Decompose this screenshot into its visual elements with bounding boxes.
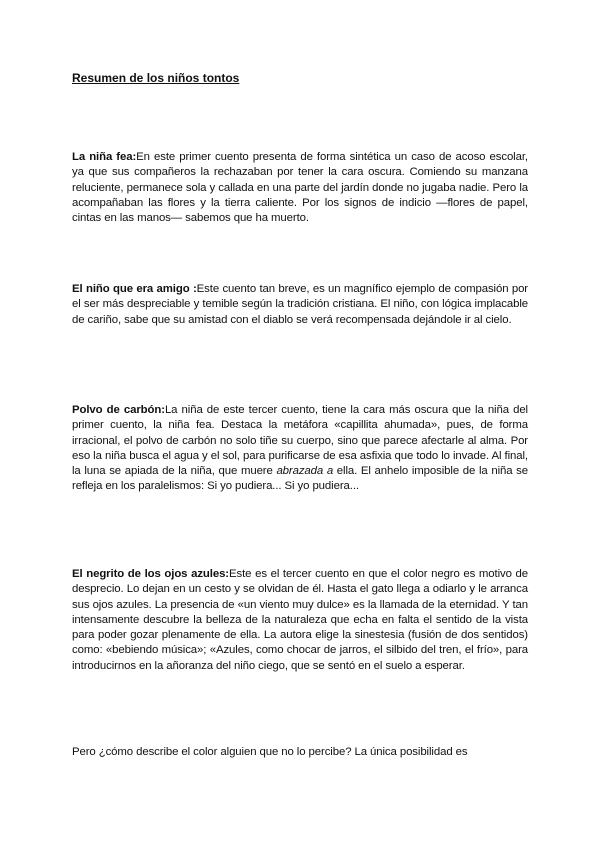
section-text: En este primer cuento presenta de forma sintética un caso de acoso escolar, ya que sus compañeros la rechazaban por tener la cara oscura. Comiendo su manzana reluciente, permanece sola y callada en una parte del jardín donde no jugaba nadie. Pero la acompañaban las flores y la tierra caliente. Por los signos de indicio —flores de papel, cintas en las manos— sabemos que ha muerto. [72,151,528,225]
document-title: Resumen de los niños tontos [72,71,240,85]
section-text-continued: ella. El anhelo imposible de la niña se refleja en los paralelismos: Si yo pudiera... Si yo pudiera... [72,465,529,493]
section-text: Este es el tercer cuento en que el color negro es motivo de desprecio. Lo dejan en un cesto y se olvidan de él. Hasta el gato llega a odiarlo y le arranca sus ojos azules. La presencia de «un viento muy dulce» es la llamada de la eternidad. Y tan intensamente descubre la belleza de la naturaleza que echa en falta el sentido de la vista para poder gozar plenamente de ella. La autora elige la sinestesia (fusión de dos sentidos) como: «bebiendo música»; «Azules, como chocar de jarros, el silbido del tren, el frío», para introducirnos en la añoranza del niño ciego, que se sentó en el suelo a esperar. [72,568,528,672]
section-text: Este cuento tan breve, es un magnífico ejemplo de compasión por el ser más despreciable y temible según la tradición cristiana. El niño, con lógica implacable de cariño, sabe que su amistad con el diablo se verá recompensada dejándole ir al cielo. [72,283,528,326]
closing-paragraph: Pero ¿cómo describe el color alguien que no lo percibe? La única posibilidad es [72,746,468,758]
section-emphasis: abrazada a [276,465,334,478]
section-polvo-de-carbon [72,403,528,495]
section-el-negrito-de-los-ojos-azules [72,567,528,674]
section-term: El negrito de los ojos azules: [72,568,230,580]
section-term: La niña fea: [72,151,137,163]
section-term: Polvo de carbón: [72,404,165,416]
section-el-nino-que-era-amigo [72,282,528,328]
section-text: La niña de este tercer cuento, tiene la cara más oscura que la niña del primer cuento, la niña fea. Destaca la metáfora «capillita ahumada», pues, de forma irracional, el polvo de carbón no solo tiñe su cuerpo, sino que parece afectarle al alma. Por eso la niña busca el agua y el sol, para purificarse de esa asfixia que todo lo invade. Al final, la luna se apiada de la niña, que muere [72,404,528,478]
section-la-nina-fea [72,150,528,226]
section-term: El niño que era amigo : [72,283,197,295]
